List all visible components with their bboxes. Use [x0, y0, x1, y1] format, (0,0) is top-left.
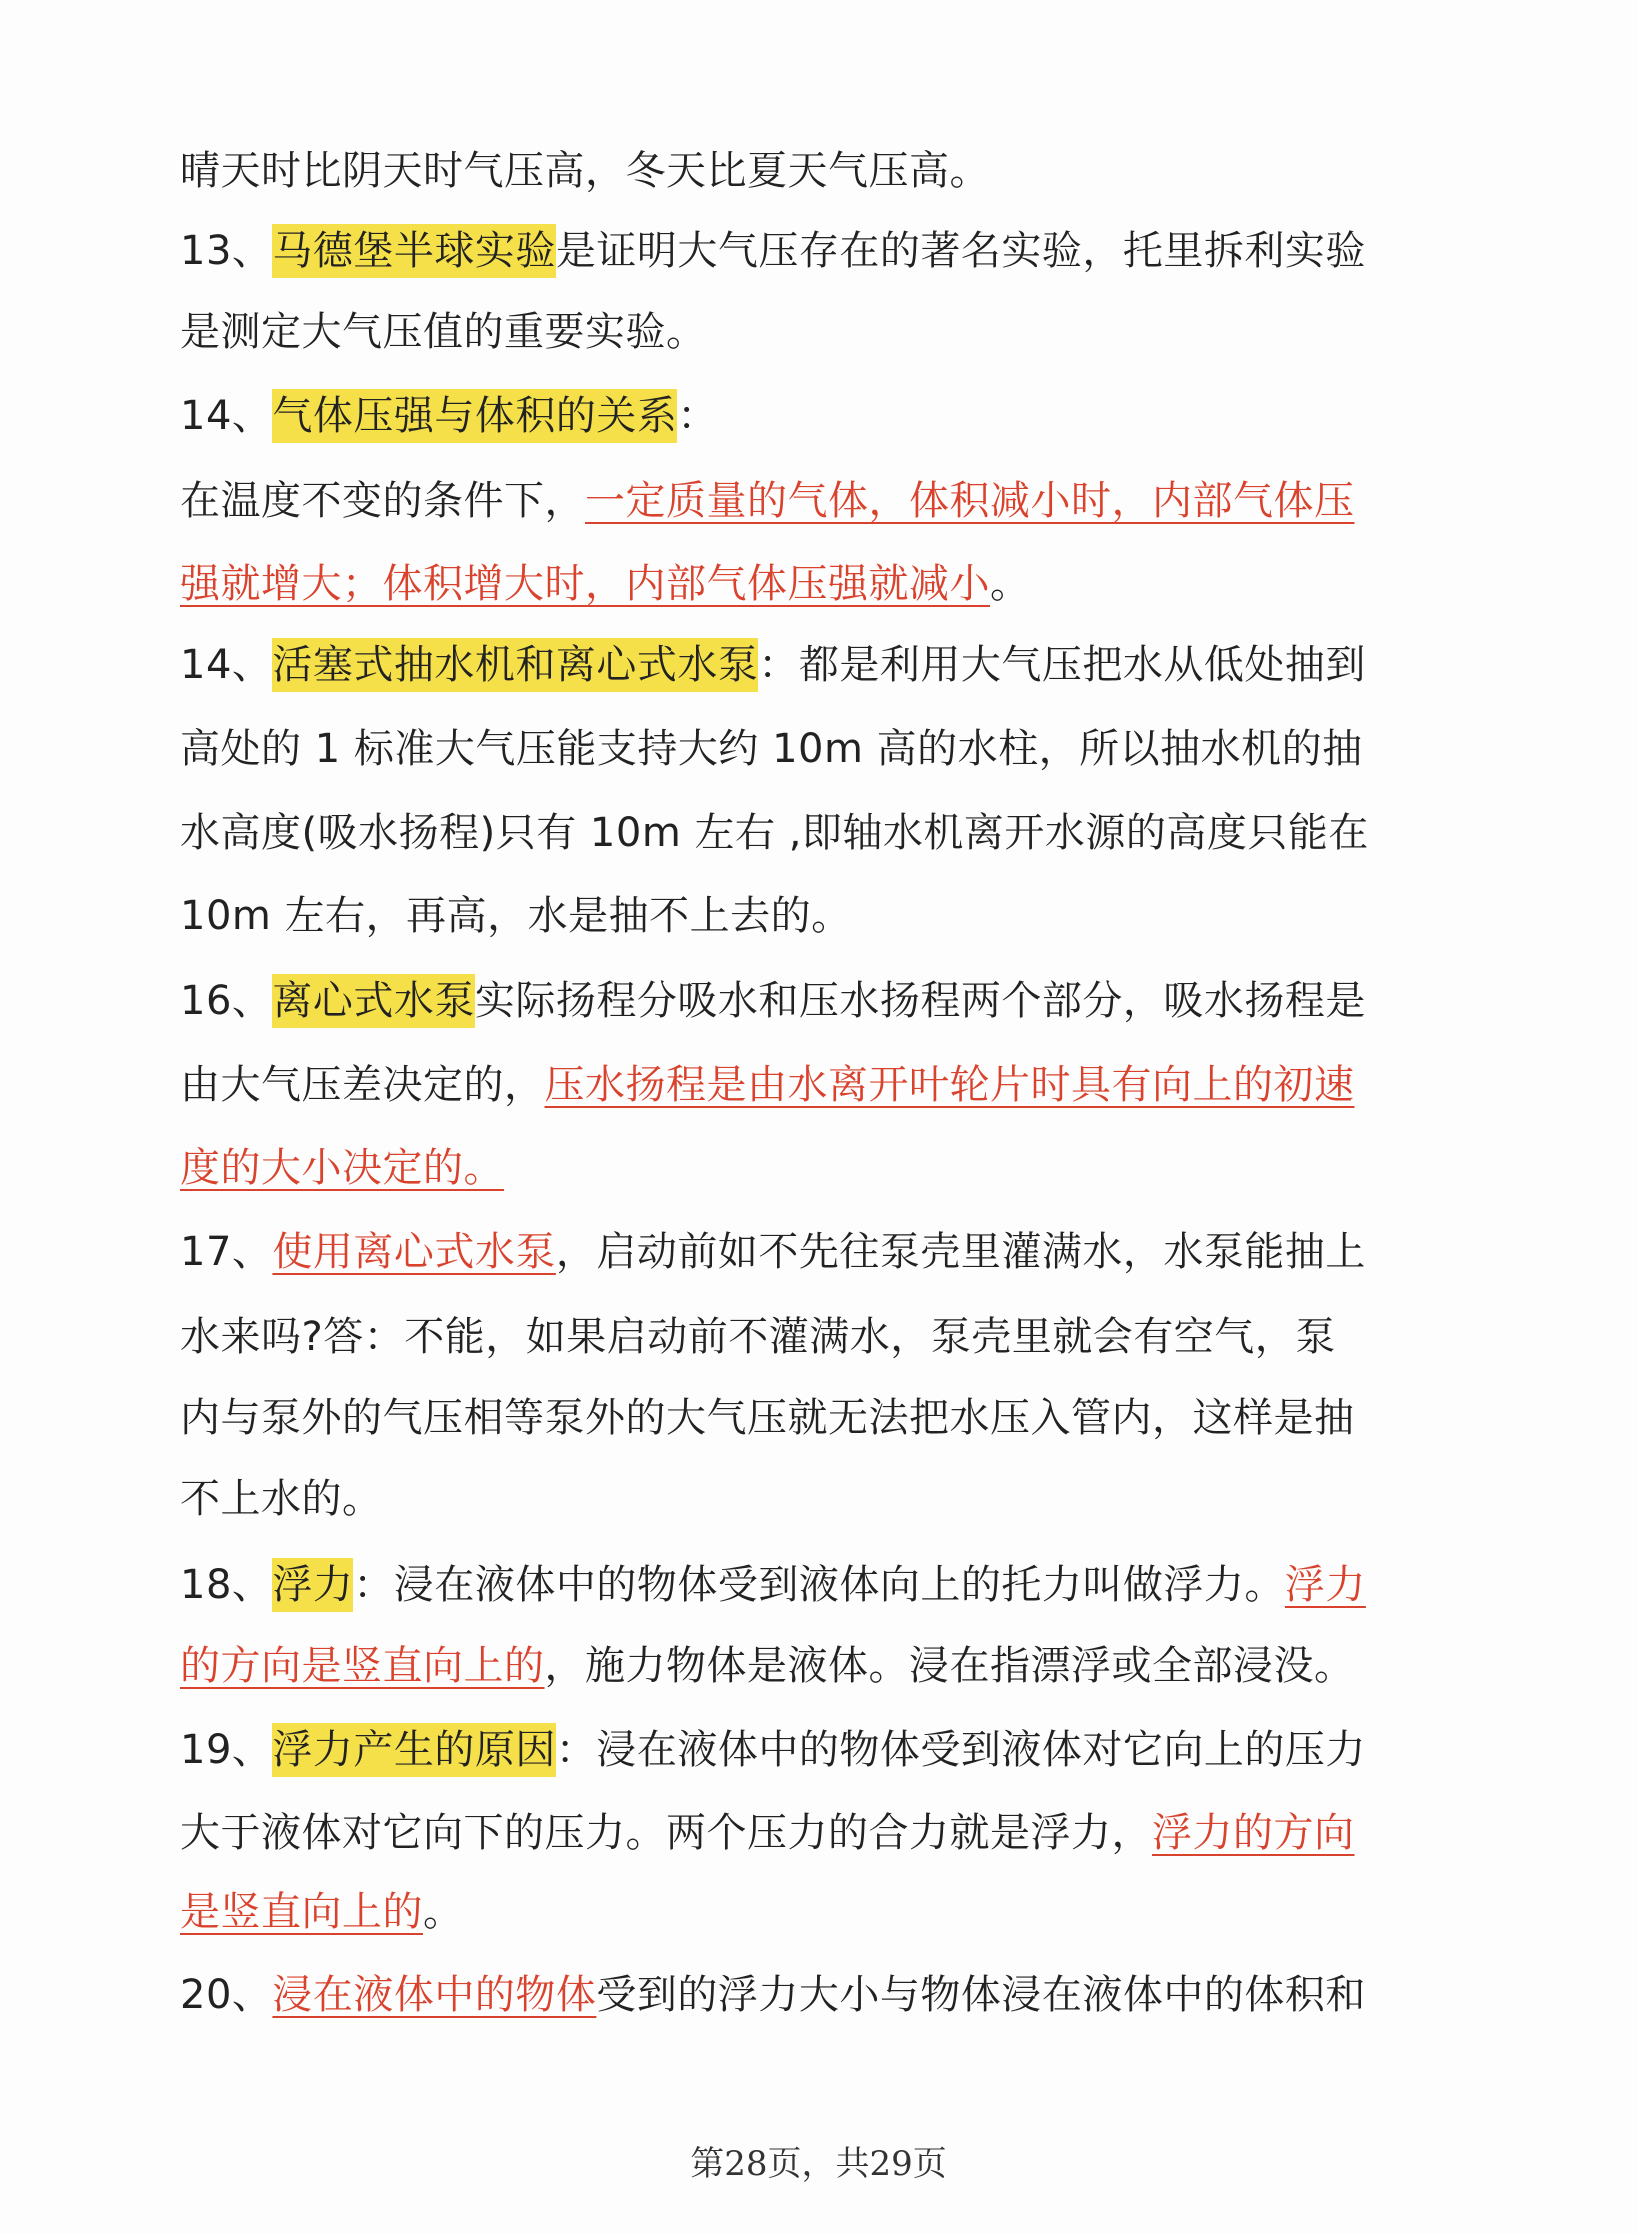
item-13-line — [180, 218, 1470, 284]
item-18-line — [180, 1552, 1470, 1618]
item-number: 17、 — [180, 1229, 273, 1275]
text-line — [180, 1052, 1470, 1118]
highlighted-term: 离心式水泵 — [272, 974, 475, 1028]
text-line — [180, 299, 1470, 365]
red-underlined-text: 的方向是竖直向上的 — [180, 1643, 545, 1689]
item-14-line — [180, 383, 1470, 449]
item-number: 19、 — [180, 1727, 273, 1773]
red-underlined-text: 浮力的方向 — [1152, 1810, 1355, 1856]
item-number: 18、 — [180, 1562, 273, 1608]
highlighted-term: 浮力 — [272, 1558, 353, 1612]
red-underlined-text: 使用离心式水泵 — [272, 1229, 556, 1275]
red-underlined-text: 度的大小决定的。 — [180, 1145, 504, 1191]
text-line — [180, 551, 1470, 617]
red-underlined-text: 浸在液体中的物体 — [272, 1972, 597, 2018]
text: 实际扬程分吸水和压水扬程两个部分，吸水扬程是 — [474, 978, 1366, 1024]
item-number: 14、 — [180, 393, 273, 439]
text: 水来吗?答：不能，如果启动前不灌满水，泵壳里就会有空气，泵 — [180, 1314, 1336, 1360]
item-16-line — [180, 968, 1470, 1034]
page-number-footer: 第28页，共29页 — [690, 2144, 947, 2184]
item-20-line — [180, 1962, 1470, 2028]
red-underlined-text: 浮力 — [1284, 1562, 1366, 1608]
text-line — [180, 1385, 1470, 1451]
text-line — [180, 883, 1470, 949]
text-line — [180, 1466, 1470, 1532]
text: 在温度不变的条件下， — [180, 478, 585, 524]
red-underlined-text: 一定质量的气体，体积减小时，内部气体压 — [585, 478, 1355, 524]
highlighted-term: 马德堡半球实验 — [272, 224, 556, 278]
text: 内与泵外的气压相等泵外的大气压就无法把水压入管内，这样是抽 — [180, 1395, 1355, 1441]
item-number: 14、 — [180, 642, 273, 688]
text: 晴天时比阴天时气压高，冬天比夏天气压高。 — [180, 148, 990, 194]
red-underlined-text: 压水扬程是由水离开叶轮片时具有向上的初速 — [544, 1062, 1355, 1108]
item-number: 20、 — [180, 1972, 273, 2018]
item-14b-line — [180, 632, 1470, 698]
text-line — [180, 1800, 1470, 1866]
text: 受到的浮力大小与物体浸在液体中的体积和 — [596, 1972, 1366, 2018]
text: ，启动前如不先往泵壳里灌满水，水泵能抽上 — [555, 1229, 1366, 1275]
highlighted-term: 气体压强与体积的关系 — [272, 389, 677, 443]
red-underlined-text: 是竖直向上的 — [180, 1889, 423, 1935]
text: 10m 左右，再高，水是抽不上去的。 — [180, 893, 852, 939]
text: ： — [677, 393, 718, 439]
text: 。 — [423, 1889, 464, 1935]
text-line — [180, 1304, 1470, 1370]
text: 水高度(吸水扬程)只有 10m 左右 ,即轴水机离开水源的高度只能在 — [180, 810, 1369, 856]
item-17-line — [180, 1219, 1470, 1285]
red-underlined-text: 强就增大；体积增大时，内部气体压强就减小 — [180, 561, 990, 607]
text: 不上水的。 — [180, 1476, 383, 1522]
text-line — [180, 1633, 1470, 1699]
text-line — [180, 716, 1470, 782]
text: 高处的 1 标准大气压能支持大约 10m 高的水柱，所以抽水机的抽 — [180, 726, 1363, 772]
text: 是证明大气压存在的著名实验，托里拆利实验 — [555, 228, 1366, 274]
text: ：浸在液体中的物体受到液体对它向上的压力 — [555, 1727, 1366, 1773]
text-line — [180, 1135, 1470, 1201]
text-line — [180, 468, 1470, 534]
text: 。 — [990, 561, 1031, 607]
item-number: 13、 — [180, 228, 273, 274]
item-number: 16、 — [180, 978, 273, 1024]
text-line — [180, 138, 1470, 204]
text: ，施力物体是液体。浸在指漂浮或全部浸没。 — [544, 1643, 1355, 1689]
text-line — [180, 800, 1470, 866]
text: 大于液体对它向下的压力。两个压力的合力就是浮力， — [180, 1810, 1152, 1856]
highlighted-term: 浮力产生的原因 — [272, 1723, 556, 1777]
item-19-line — [180, 1717, 1470, 1783]
highlighted-term: 活塞式抽水机和离心式水泵 — [272, 638, 758, 692]
text: ：都是利用大气压把水从低处抽到 — [758, 642, 1366, 688]
text-line — [180, 1879, 1470, 1945]
text: 由大气压差决定的， — [180, 1062, 545, 1108]
text: 是测定大气压值的重要实验。 — [180, 309, 707, 355]
text: ：浸在液体中的物体受到液体向上的托力叫做浮力。 — [353, 1562, 1285, 1608]
